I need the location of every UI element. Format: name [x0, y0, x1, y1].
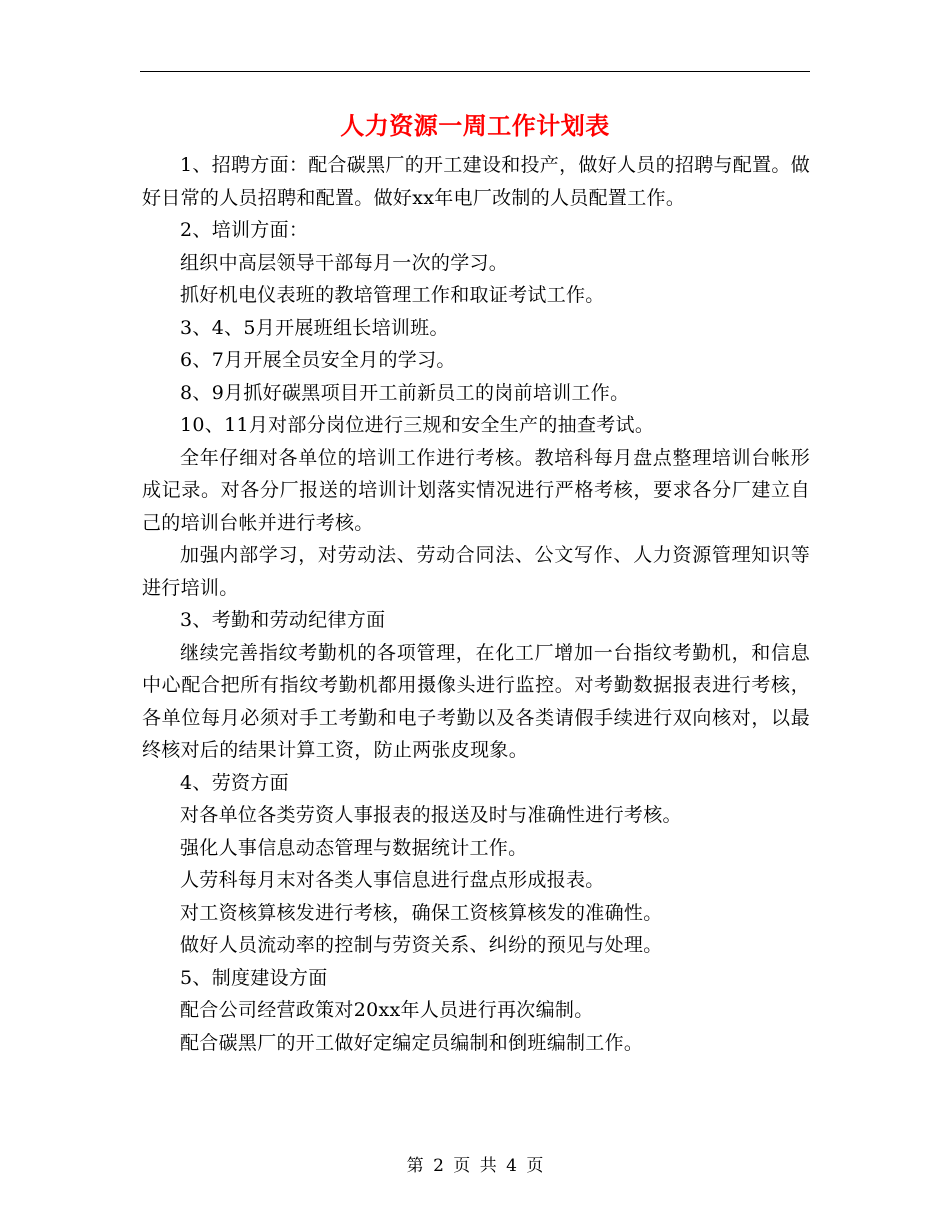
- paragraph: 2、培训方面：: [180, 219, 309, 241]
- page-indicator: 第 2 页 共 4 页: [406, 1156, 544, 1176]
- paragraph: 10、11月对部分岗位进行三规和安全生产的抽查考试。: [180, 414, 655, 436]
- paragraph: 做好人员流动率的控制与劳资关系、纠纷的预见与处理。: [180, 934, 663, 956]
- paragraph: 3、4、5月开展班组长培训班。: [180, 316, 449, 339]
- paragraph: 8、9月抓好碳黑项目开工前新员工的岗前培训工作。: [180, 381, 630, 404]
- document-title: 人力资源一周工作计划表: [340, 111, 610, 140]
- paragraph: 强化人事信息动态管理与数据统计工作。: [180, 836, 528, 859]
- paragraph: 全年仔细对各单位的培训工作进行考核。教培科每月盘点整理培训台帐形成记录。对各分厂报送的培训计划落实情况进行严格考核，要求各分厂建立自己的培训台帐并进行考核。: [142, 446, 810, 534]
- paragraph: 3、考勤和劳动纪律方面: [180, 609, 386, 631]
- paragraph: 抓好机电仪表班的教培管理工作和取证考试工作。: [180, 284, 605, 306]
- paragraph: 6、7月开展全员安全月的学习。: [180, 349, 456, 371]
- paragraph: 组织中高层领导干部每月一次的学习。: [180, 251, 509, 274]
- paragraph: 1、招聘方面：配合碳黑厂的开工建设和投产，做好人员的招聘与配置。做好日常的人员招聘和配置。做好xx年电厂改制的人员配置工作。: [142, 154, 810, 209]
- paragraph: 人劳科每月末对各类人事信息进行盘点形成报表。: [180, 869, 605, 891]
- paragraph: 继续完善指纹考勤机的各项管理，在化工厂增加一台指纹考勤机，和信息中心配合把所有指纹考勤机都用摄像头进行监控。对考勤数据报表进行考核，各单位每月必须对手工考勤和电子考勤以及各类请假手续进行双向核对，以最终核对后的结果计算工资，防止两张皮现象。: [142, 641, 810, 761]
- paragraph: 5、制度建设方面: [180, 966, 328, 989]
- paragraph: 加强内部学习，对劳动法、劳动合同法、公文写作、人力资源管理知识等进行培训。: [142, 544, 810, 599]
- document-body: [142, 149, 810, 1059]
- paragraph: 配合公司经营政策对20xx年人员进行再次编制。: [180, 999, 594, 1021]
- paragraph: 4、劳资方面: [180, 771, 289, 794]
- header-rule: [140, 71, 810, 72]
- paragraph: 对各单位各类劳资人事报表的报送及时与准确性进行考核。: [180, 804, 682, 826]
- paragraph: 配合碳黑厂的开工做好定编定员编制和倒班编制工作。: [180, 1031, 644, 1054]
- paragraph: 对工资核算核发进行考核，确保工资核算核发的准确性。: [180, 901, 663, 924]
